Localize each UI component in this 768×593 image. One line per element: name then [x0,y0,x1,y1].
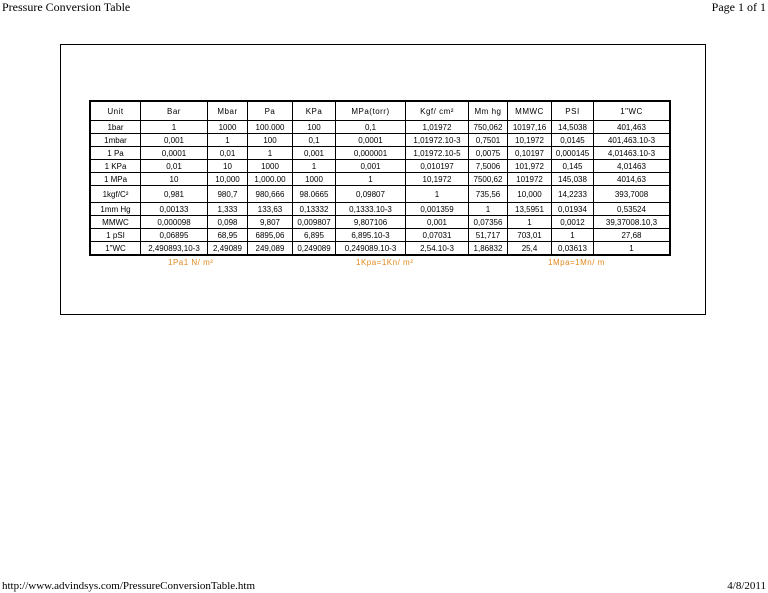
table-cell: 10,1972 [508,134,552,147]
table-cell: 0,00133 [141,203,208,216]
table-row [91,173,670,186]
table-cell: 0,249089 [293,242,336,255]
table-cell: 401,463.10-3 [594,134,670,147]
table-cell: 0,001 [141,134,208,147]
table-cell: 249,089 [248,242,293,255]
table-cell: 98.0665 [293,186,336,203]
table-cell: 0,1 [293,134,336,147]
table-cell: 0,53524 [594,203,670,216]
table-cell: 0,001 [406,216,469,229]
table-cell: 51,717 [469,229,508,242]
table-row [91,242,670,255]
table-row [91,121,670,134]
table-cell: 0,01934 [552,203,594,216]
table-cell: 0,0001 [141,147,208,160]
table-cell: 0,009807 [293,216,336,229]
table-cell: 6,895.10-3 [336,229,406,242]
table-cell: 10197,16 [508,121,552,134]
table-cell: 10 [208,160,248,173]
table-cell: 10,000 [508,186,552,203]
table-cell: 703,01 [508,229,552,242]
row-unit-cell: 1 MPa [91,173,141,186]
table-cell: 1000 [293,173,336,186]
table-cell: 1 [508,216,552,229]
table-cell: 1 [469,203,508,216]
table-cell: 14,2233 [552,186,594,203]
table-cell: 1 [594,242,670,255]
row-unit-cell: 1mm Hg [91,203,141,216]
table-row [91,160,670,173]
table-cell: 4,01463 [594,160,670,173]
table-cell: 2,49089 [208,242,248,255]
table-header-row [91,102,670,121]
table-cell: 0,07356 [469,216,508,229]
table-cell: 100 [293,121,336,134]
table-cell: 13,5951 [508,203,552,216]
table-cell: 0,09807 [336,186,406,203]
column-header: MMWC [508,102,552,121]
table-cell: 750,062 [469,121,508,134]
column-header: Mm hg [469,102,508,121]
table-cell: 1000 [248,160,293,173]
table-cell: 101972 [508,173,552,186]
table-cell: 10 [141,173,208,186]
table-cell: 401,463 [594,121,670,134]
column-header: Kgf/ cm² [406,102,469,121]
table-cell: 39,37008.10,3 [594,216,670,229]
table-cell: 9,807106 [336,216,406,229]
table-cell: 1,01972 [406,121,469,134]
table-cell: 0,001359 [406,203,469,216]
table-cell: 0,0012 [552,216,594,229]
page-number: Page 1 of 1 [711,0,766,14]
table-cell: 0,01 [141,160,208,173]
table-cell: 1 [552,229,594,242]
table-cell: 0,001 [336,160,406,173]
table-cell: 9,807 [248,216,293,229]
table-cell: 0,1333.10-3 [336,203,406,216]
table-cell: 14,5038 [552,121,594,134]
table-row [91,203,670,216]
table-cell: 1,86832 [469,242,508,255]
pressure-conversion-table [90,101,670,255]
row-unit-cell: 1"WC [91,242,141,255]
table-cell: 1 [141,121,208,134]
page-footer-url: http://www.advindsys.com/PressureConversionTable.htm [2,580,256,592]
table-cell: 1,01972.10-3 [406,134,469,147]
table-cell: 25,4 [508,242,552,255]
column-header: Unit [91,102,141,121]
column-header: KPa [293,102,336,121]
table-cell: 0,001 [293,147,336,160]
note-mpa: 1Mpa=1Mn/ m [548,258,605,267]
table-cell: 0,7501 [469,134,508,147]
table-cell: 0,06895 [141,229,208,242]
note-kpa: 1Kpa=1Kn/ m² [356,258,414,267]
table-cell: 0,145 [552,160,594,173]
table-cell: 0,10197 [508,147,552,160]
table-cell: 1000 [208,121,248,134]
column-header: Pa [248,102,293,121]
table-row [91,229,670,242]
table-cell: 735,56 [469,186,508,203]
row-unit-cell: 1bar [91,121,141,134]
table-cell: 0,07031 [406,229,469,242]
table-cell: 4014,63 [594,173,670,186]
table-cell: 1 [293,160,336,173]
column-header: MPa(torr) [336,102,406,121]
table-cell: 0,000098 [141,216,208,229]
table-cell: 1 [208,134,248,147]
table-cell: 100.000 [248,121,293,134]
row-unit-cell: 1 KPa [91,160,141,173]
table-cell: 0,000145 [552,147,594,160]
table-row [91,134,670,147]
column-header: PSI [552,102,594,121]
table-row [91,186,670,203]
table-cell: 6,895 [293,229,336,242]
row-unit-cell: 1kgf/C² [91,186,141,203]
table-cell: 1 [248,147,293,160]
table-cell: 1,333 [208,203,248,216]
row-unit-cell: 1mbar [91,134,141,147]
table-row [91,147,670,160]
table-cell: 133,63 [248,203,293,216]
table-cell: 10,1972 [406,173,469,186]
table-cell: 101,972 [508,160,552,173]
table-cell: 0,000001 [336,147,406,160]
note-pa: 1Pa1 N/ m² [168,258,214,267]
table-cell: 1 [406,186,469,203]
table-cell: 0,01 [208,147,248,160]
table-cell: 980,7 [208,186,248,203]
page-header-title: Pressure Conversion Table [2,0,131,14]
table-cell: 0,13332 [293,203,336,216]
table-cell: 0,1 [336,121,406,134]
table-cell: 393,7008 [594,186,670,203]
table-cell: 0,0145 [552,134,594,147]
table-row [91,216,670,229]
table-cell: 68,95 [208,229,248,242]
row-unit-cell: 1 Pa [91,147,141,160]
column-header: Bar [141,102,208,121]
column-header: Mbar [208,102,248,121]
page-footer-date: 4/8/2011 [727,580,766,592]
table-cell: 4,01463.10-3 [594,147,670,160]
table-cell: 0,981 [141,186,208,203]
table-cell: 1 [336,173,406,186]
table-cell: 0,03613 [552,242,594,255]
table-cell: 7500,62 [469,173,508,186]
table-cell: 0,0075 [469,147,508,160]
table-cell: 2,490893,10-3 [141,242,208,255]
table-cell: 2,54.10-3 [406,242,469,255]
table-cell: 980,666 [248,186,293,203]
table-cell: 0,249089.10-3 [336,242,406,255]
table-cell: 1,000.00 [248,173,293,186]
row-unit-cell: MMWC [91,216,141,229]
column-header: 1"WC [594,102,670,121]
table-cell: 100 [248,134,293,147]
table-cell: 0,010197 [406,160,469,173]
table-cell: 0,0001 [336,134,406,147]
table-cell: 6895,06 [248,229,293,242]
row-unit-cell: 1 pSI [91,229,141,242]
table-cell: 145,038 [552,173,594,186]
table-cell: 7,5006 [469,160,508,173]
table-cell: 1,01972.10-5 [406,147,469,160]
table-cell: 0,098 [208,216,248,229]
table-cell: 27,68 [594,229,670,242]
table-cell: 10,000 [208,173,248,186]
